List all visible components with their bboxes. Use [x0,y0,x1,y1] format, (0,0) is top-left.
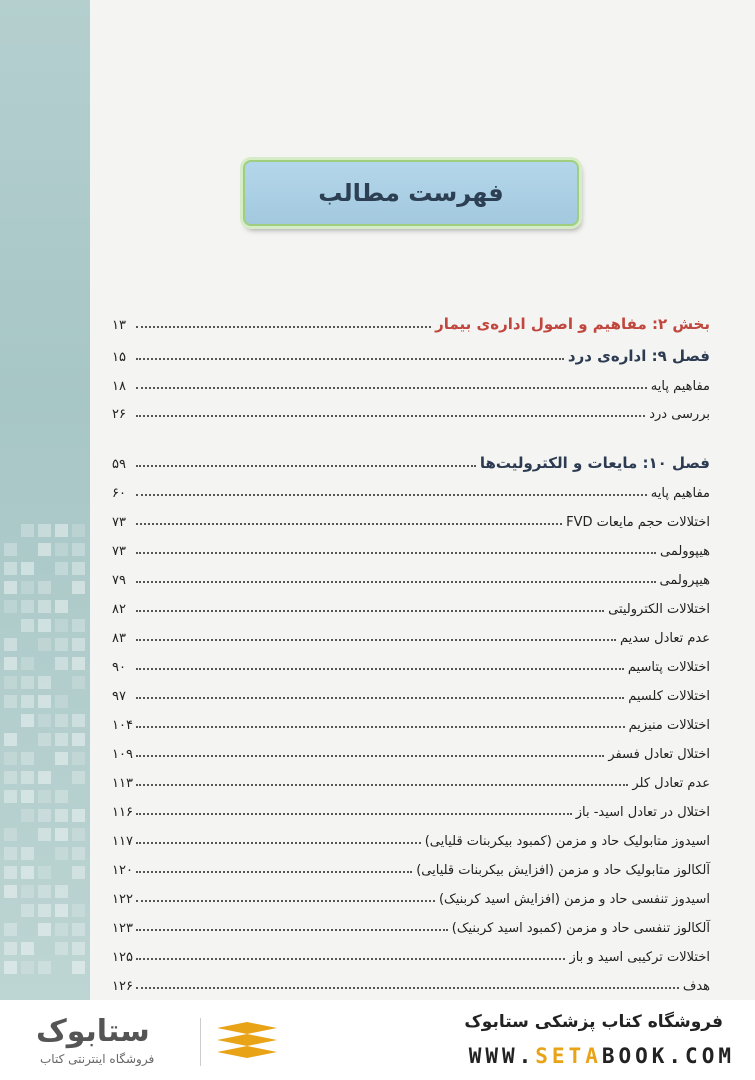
toc-entry-label: اختلال تعادل فسفر [608,747,710,762]
toc-entry-label: آلکالوز تنفسی حاد و مزمن (کمبود اسید کربنیک) [451,921,710,936]
dot-leader [136,783,628,786]
toc-entry-label: اختلالات الکترولیتی [608,602,710,617]
toc-entry[interactable] [112,796,710,820]
toc-entry[interactable] [112,767,710,791]
toc-entry-label: اسیدوز تنفسی حاد و مزمن (افزایش اسید کربنیک) [438,892,710,907]
toc-entry[interactable] [112,970,710,994]
banner-divider [200,1018,201,1066]
toc-entry-page: ۱۱۷ [112,834,133,849]
toc-entry-page: ۱۰۹ [112,747,133,762]
toc-entry-label: مفاهیم پایه [650,379,710,394]
toc-entry[interactable] [112,341,710,365]
toc-entry-label: اختلالات منیزیم [628,718,710,733]
dot-leader [136,696,624,699]
store-name: فروشگاه کتاب پزشکی ستابوک [464,1012,723,1032]
dot-leader [136,899,435,902]
toc-entry-page: ۹۰ [112,660,126,675]
dot-leader [136,464,476,467]
toc-entry-page: ۸۲ [112,602,126,617]
dot-leader [136,638,616,641]
toc-entry-label: اختلالات حجم مایعات FVD [566,515,710,530]
toc-entry-page: ۵۹ [112,457,126,472]
toc-entry[interactable] [112,564,710,588]
toc-entry[interactable] [112,825,710,849]
dot-leader [136,522,562,525]
toc-entry-label: عدم تعادل سدیم [620,631,710,646]
dot-leader [136,325,431,328]
toc-entry[interactable] [112,448,710,472]
toc-entry[interactable] [112,622,710,646]
toc-entry[interactable] [112,370,710,394]
toc-entry-label: اختلالات ترکیبی اسید و باز [569,950,710,965]
toc-entry-page: ۱۵ [112,350,126,365]
toc-entry-label: اختلال در تعادل اسید- باز [575,805,710,820]
toc-entry[interactable] [112,912,710,936]
toc-entry[interactable] [112,309,710,333]
toc-entry-label: هیپوولمی [659,544,710,559]
toc-entry[interactable] [112,593,710,617]
toc-entry-label: هدف [682,979,710,994]
toc-entry-label: فصل ۹: اداره‌ی درد [567,347,710,365]
toc-entry-page: ۷۹ [112,573,126,588]
dot-leader [136,609,604,612]
dot-leader [136,667,624,670]
toc-entry[interactable] [112,506,710,530]
dot-leader [136,414,645,417]
toc-entry-page: ۱۸ [112,379,126,394]
dot-leader [136,551,656,554]
toc-entry[interactable] [112,941,710,965]
toc-entry-label: فصل ۱۰: مایعات و الکترولیت‌ها [479,454,710,472]
toc-entry-page: ۹۷ [112,689,126,704]
url-prefix: WWW. [468,1044,536,1068]
logo-subtitle: فروشگاه اینترنتی کتاب [40,1052,155,1066]
square-pattern-decoration [0,520,90,1000]
toc-entry-page: ۱۳ [112,318,126,333]
toc-entry-page: ۸۳ [112,631,126,646]
toc-entry[interactable] [112,738,710,762]
toc-entry-page: ۲۶ [112,407,126,422]
toc-entry[interactable] [112,651,710,675]
toc-entry-label: بخش ۲: مفاهیم و اصول اداره‌ی بیمار [435,315,710,333]
dot-leader [136,986,679,989]
dot-leader [136,928,448,931]
dot-leader [136,841,421,844]
dot-leader [136,493,647,496]
toc-entry-page: ۶۰ [112,486,126,501]
toc-entry-label: بررسی درد [649,407,710,422]
toc-entry-page: ۱۰۴ [112,718,133,733]
toc-entry[interactable] [112,709,710,733]
url-suffix: BOOK.COM [601,1044,735,1068]
toc-entry[interactable] [112,883,710,907]
toc-entry-page: ۱۲۰ [112,863,133,878]
toc-entry-page: ۱۲۶ [112,979,133,994]
toc-entry-page: ۱۲۵ [112,950,133,965]
toc-entry-page: ۷۳ [112,515,126,530]
toc-entry-label: عدم تعادل کلر [632,776,710,791]
toc-entry-label: مفاهیم پایه [650,486,710,501]
toc-entry[interactable] [112,535,710,559]
store-banner[interactable] [0,1000,755,1080]
side-band [0,0,90,1000]
toc-entry-page: ۱۱۶ [112,805,133,820]
toc-entry-page: ۱۱۳ [112,776,133,791]
toc-entry[interactable] [112,477,710,501]
toc-entry-label: آلکالوز متابولیک حاد و مزمن (افزایش بیکربنات قلیایی) [416,863,710,878]
toc-title: فهرست مطالب [318,179,504,207]
toc-entry[interactable] [112,398,710,422]
book-stack-icon [212,1020,282,1066]
dot-leader [136,812,572,815]
toc-entry-page: ۱۲۳ [112,921,133,936]
toc-entry-page: ۷۳ [112,544,126,559]
toc-entry-label: اختلالات پتاسیم [627,660,710,675]
dot-leader [136,386,647,389]
toc-entry-label: هیپرولمی [659,573,710,588]
toc-entry[interactable] [112,854,710,878]
logo-text: ستابوک [36,1014,150,1049]
toc-title-box [243,160,579,226]
url-highlight: SETA [535,1044,602,1068]
store-url-link[interactable] [469,1044,735,1068]
dot-leader [136,357,564,360]
dot-leader [136,754,604,757]
dot-leader [136,957,565,960]
toc-entry[interactable] [112,680,710,704]
toc-entry-label: اسیدوز متابولیک حاد و مزمن (کمبود بیکربنات قلیایی) [424,834,710,849]
toc-entry-label: اختلالات کلسیم [628,689,710,704]
dot-leader [136,870,412,873]
dot-leader [136,725,625,728]
toc-entry-page: ۱۲۲ [112,892,133,907]
dot-leader [136,580,656,583]
